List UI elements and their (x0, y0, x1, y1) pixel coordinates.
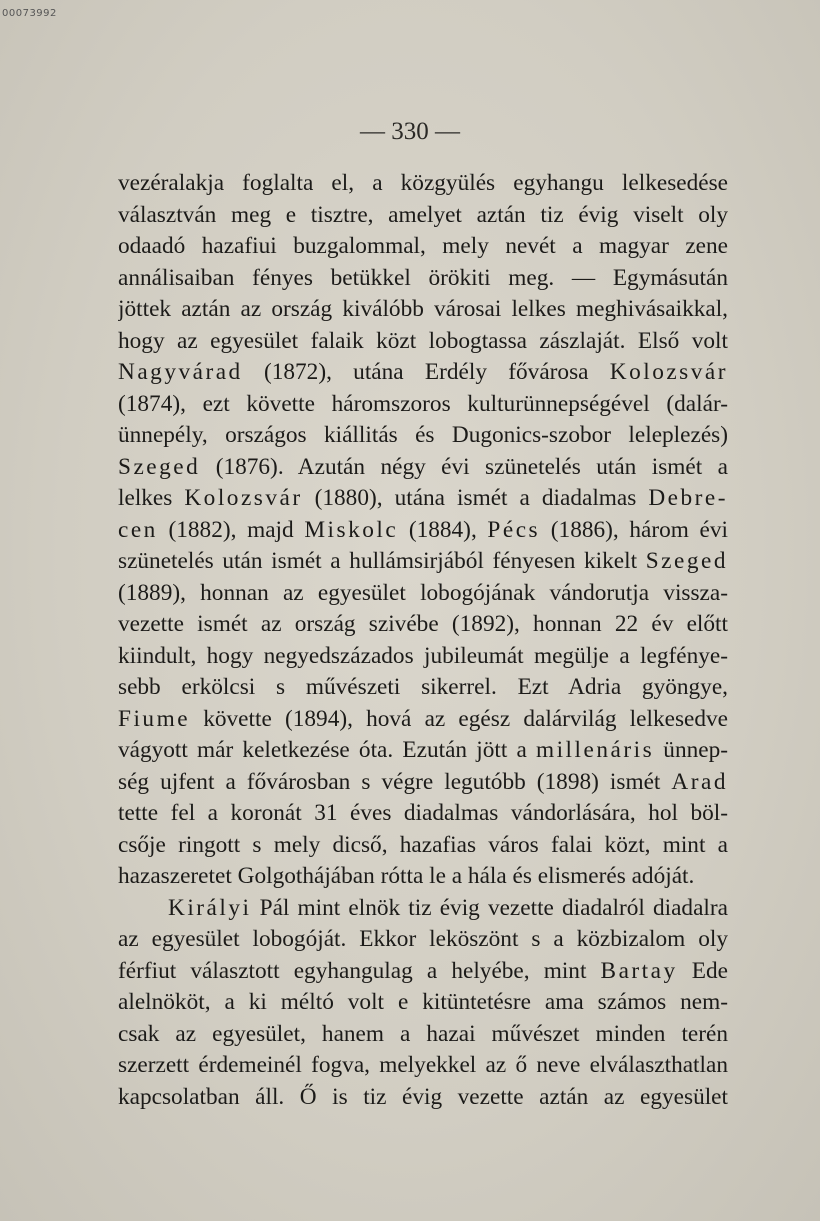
emphasized-name: millenáris (535, 737, 655, 763)
text-line: tette fel a koronát 31 éves diadalmas vándorlására, hol böl- (118, 800, 728, 826)
text-line: hogy az egyesület falaik közt lobogtassa zászlaját. Első volt (118, 327, 728, 354)
text-line: (1874), ezt követte háromszoros kulturünnepségével (dalár- (118, 390, 728, 417)
emphasized-name: Nagyvárad (118, 359, 243, 385)
text-line: sebb erkölcsi s művészeti sikerrel. Ezt Adria gyöngye, (118, 674, 728, 700)
text-line: hazaszeretet Golgothájában rótta le a hála és elismerés adóját. (118, 863, 695, 889)
emphasized-name: Szeged (645, 548, 728, 574)
emphasized-name: Szeged (118, 453, 201, 480)
text-line: (1889), honnan az egyesület lobogójának vándorutja vissza- (118, 579, 728, 606)
text-line: odaadó hazafiui buzgalommal, mely nevét a magyar zene (118, 233, 728, 259)
text-line: vezette ismét az ország szivébe (1892), honnan 22 év előtt (118, 611, 728, 637)
text-line: alelnököt, a ki méltó volt e kitüntetésre ama számos nem- (118, 989, 728, 1015)
emphasized-name: Bartay (600, 957, 678, 984)
emphasized-name: Miskolc (304, 516, 399, 543)
emphasized-name: Kolozsvár (609, 359, 728, 385)
text-line: vágyott már keletkezése óta. Ezután jött a millenáris ünnep- (118, 737, 728, 763)
text-line: csője ringott s mely dicső, hazafias város falai közt, mint a (118, 831, 728, 858)
text-line: jöttek aztán az ország kiválóbb városai lelkes meghivásaikkal, (118, 296, 728, 322)
text-line: szünetelés után ismét a hullámsirjából fényesen kikelt Szeged (118, 548, 728, 574)
emphasized-name: Kolozsvár (184, 485, 303, 511)
text-line: az egyesület lobogóját. Ekkor leköszönt s a közbizalom oly (118, 926, 728, 952)
text-line: cen (1882), majd Miskolc (1884), Pécs (1886), három évi (118, 516, 728, 543)
text-line: kiindult, hogy negyedszázados jubileumát megülje a legfénye- (118, 642, 728, 669)
text-line: ünnepély, országos kiállitás és Dugonics-szobor leleplezés) (118, 422, 728, 448)
text-line: választván meg e tisztre, amelyet aztán tiz évig viselt oly (118, 201, 728, 228)
emphasized-name: Királyi (168, 894, 252, 921)
emphasized-name: cen (118, 516, 158, 543)
scan-id: 00073992 (2, 8, 57, 19)
text-line: szerzett érdemeinél fogva, melyekkel az ő neve elválaszthatlan (118, 1052, 728, 1078)
body-text (118, 168, 728, 1113)
text-line: Nagyvárad (1872), utána Erdély fővárosa Kolozsvár (118, 359, 728, 385)
text-line: csak az egyesület, hanem a hazai művészet minden terén (118, 1020, 728, 1047)
text-line: Fiume követte (1894), hová az egész dalárvilág lelkesedve (118, 705, 728, 732)
text-line: Szeged (1876). Azután négy évi szünetelés után ismét a (118, 453, 728, 480)
text-line: lelkes Kolozsvár (1880), utána ismét a diadalmas Debre- (118, 485, 728, 511)
page-number: — 330 — (360, 118, 460, 145)
emphasized-name: Fiume (118, 705, 191, 732)
emphasized-name: Arad (671, 768, 728, 795)
text-line: vezéralakja foglalta el, a közgyülés egyhangu lelkesedése (118, 170, 728, 196)
emphasized-name: Debre- (648, 485, 728, 511)
text-line: Királyi Pál mint elnök tiz évig vezette diadalról diadalra (168, 894, 728, 921)
text-line: ség ujfent a fővárosban s végre legutóbb (1898) ismét Arad (118, 768, 728, 795)
text-line: férfiut választott egyhangulag a helyébe, mint Bartay Ede (118, 957, 728, 984)
text-line: kapcsolatban áll. Ő is tiz évig vezette aztán az egyesület (118, 1083, 728, 1110)
emphasized-name: Pécs (487, 516, 541, 543)
text-line: annálisaiban fényes betükkel örökiti meg. — Egymásután (118, 264, 728, 291)
